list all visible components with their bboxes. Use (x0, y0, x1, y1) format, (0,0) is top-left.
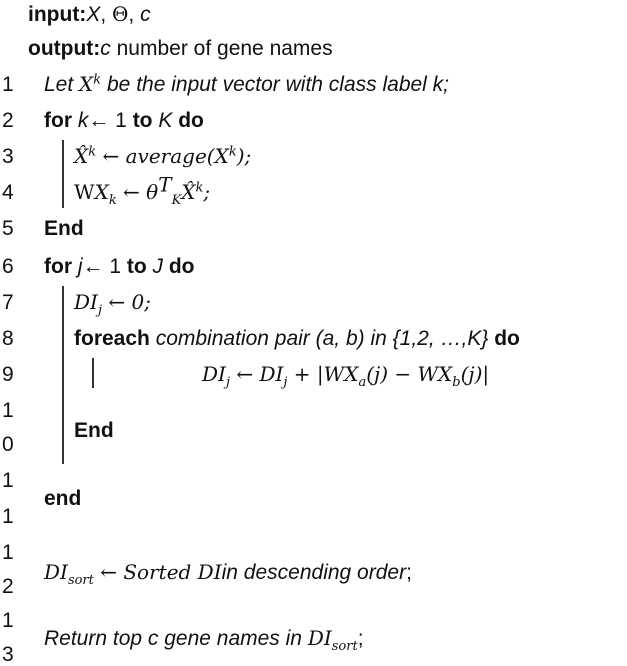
line-number: 0 (2, 433, 14, 456)
sub-b: b (452, 375, 461, 390)
di-symbol: DI (202, 362, 226, 386)
line-number: 4 (2, 181, 14, 204)
sup-k3: k (195, 180, 204, 196)
line7-math (74, 290, 151, 318)
input-sep2: , (128, 3, 141, 26)
sup-k2: k (228, 144, 237, 160)
foreach-keyword: foreach (74, 327, 150, 350)
line-number: 1 (2, 73, 14, 96)
indent-bar-inner (92, 358, 94, 388)
sub-k: k (108, 193, 117, 208)
line9-math (202, 362, 490, 390)
close-paren: ); (236, 144, 252, 168)
line-number: 5 (2, 217, 14, 240)
algo-line-5 (44, 218, 84, 239)
sub-j: j (225, 375, 230, 390)
sub-j2: j (283, 375, 288, 390)
output-line (28, 38, 333, 59)
theta-text: ← θ (116, 180, 159, 204)
line13-math (307, 626, 358, 654)
var-x (79, 72, 101, 96)
indent-bar-loop1 (62, 140, 64, 208)
plus-text: + |WX (287, 362, 359, 386)
loop-var: k (77, 109, 89, 132)
line-number: 3 (2, 145, 14, 168)
loop-var: j (77, 255, 83, 278)
do-keyword: do (172, 109, 204, 132)
loop-bound: J (152, 255, 164, 278)
minus-text: (j) − WX (366, 362, 453, 386)
line12-math (44, 560, 222, 588)
sub-K: K (171, 193, 182, 208)
line-number: 3 (2, 643, 14, 666)
semicolon: ; (406, 561, 412, 584)
algo-line-7 (74, 290, 151, 318)
line-number: 2 (2, 109, 14, 132)
end-keyword: End (44, 217, 84, 240)
algo-line-8 (74, 328, 520, 349)
k-superscript: k (93, 72, 102, 88)
let-text: Let (44, 73, 80, 96)
x-symbol: X (79, 72, 94, 96)
input-line (28, 4, 151, 25)
semicolon: ; (203, 180, 211, 204)
algo-line-10 (74, 420, 114, 441)
for-keyword: for (44, 109, 78, 132)
line-number: 1 (2, 541, 14, 564)
sub-a: a (358, 375, 367, 390)
loop-bound: K (158, 109, 173, 132)
to-keyword: to (126, 255, 153, 278)
di-symbol: DI (44, 560, 68, 584)
line3-math (74, 144, 251, 168)
di-symbol: DI (74, 290, 98, 314)
line-number: 1 (2, 469, 14, 492)
return-text: Return top c gene names in (44, 627, 308, 650)
algo-line-9 (202, 362, 490, 390)
semicolon: ; (357, 627, 364, 650)
sup-t: T (158, 172, 172, 197)
end-keyword: End (74, 419, 114, 442)
algo-line-1 (44, 74, 449, 95)
input-x: X (86, 3, 101, 26)
algo-line-13 (44, 626, 364, 654)
line-number: 2 (2, 575, 14, 598)
output-c: c (100, 37, 111, 60)
w-symbol: W (74, 180, 95, 204)
algo-line-11 (44, 488, 81, 509)
line-number: 7 (2, 291, 14, 314)
close-abs: (j)| (460, 362, 490, 386)
algo-line-12 (44, 560, 412, 588)
algo-line-4 (74, 172, 211, 208)
di-symbol: DI (307, 626, 332, 650)
sub-sort: sort (331, 639, 358, 654)
end-keyword: end (44, 487, 82, 510)
for-keyword: for (44, 255, 78, 278)
input-sep: , (100, 3, 112, 26)
algo-line-3 (74, 146, 251, 167)
assign-zero: ← 0; (101, 290, 151, 314)
to-keyword: to (132, 109, 159, 132)
descending-text: in descending order (221, 561, 407, 584)
assign-text: ← DI (229, 362, 284, 386)
assign-text: ← 1 (88, 109, 133, 132)
input-c: c (140, 3, 151, 26)
sub-j: j (97, 303, 102, 318)
average-text: ← average(X (96, 144, 229, 168)
indent-bar-loop2 (62, 286, 64, 464)
line-number: 1 (2, 399, 14, 422)
sup-k: k (88, 144, 97, 160)
line-number: 6 (2, 255, 14, 278)
xhat: X̂ (74, 144, 89, 168)
line-number: 8 (2, 327, 14, 350)
algo-line-2 (44, 110, 204, 131)
do-keyword: do (488, 327, 520, 350)
input-keyword: input: (28, 3, 87, 26)
line-number: 9 (2, 363, 14, 386)
x-symbol: X (94, 180, 109, 204)
do-keyword: do (163, 255, 195, 278)
line4-math (94, 172, 211, 208)
output-text: number of gene names (110, 37, 333, 60)
sub-sort: sort (67, 573, 94, 588)
input-theta: Θ (112, 2, 129, 26)
xhat2: X̂ (181, 180, 196, 204)
line-number: 1 (2, 609, 14, 632)
line1-text: be the input vector with class label k; (101, 73, 450, 96)
algo-line-6 (44, 256, 195, 277)
sorted-text: ← Sorted DI (93, 560, 222, 584)
line-number: 1 (2, 505, 14, 528)
output-keyword: output: (28, 37, 101, 60)
foreach-text: combination pair (a, b) in {1,2, …,K} (149, 327, 489, 350)
assign-text: ← 1 (82, 255, 127, 278)
